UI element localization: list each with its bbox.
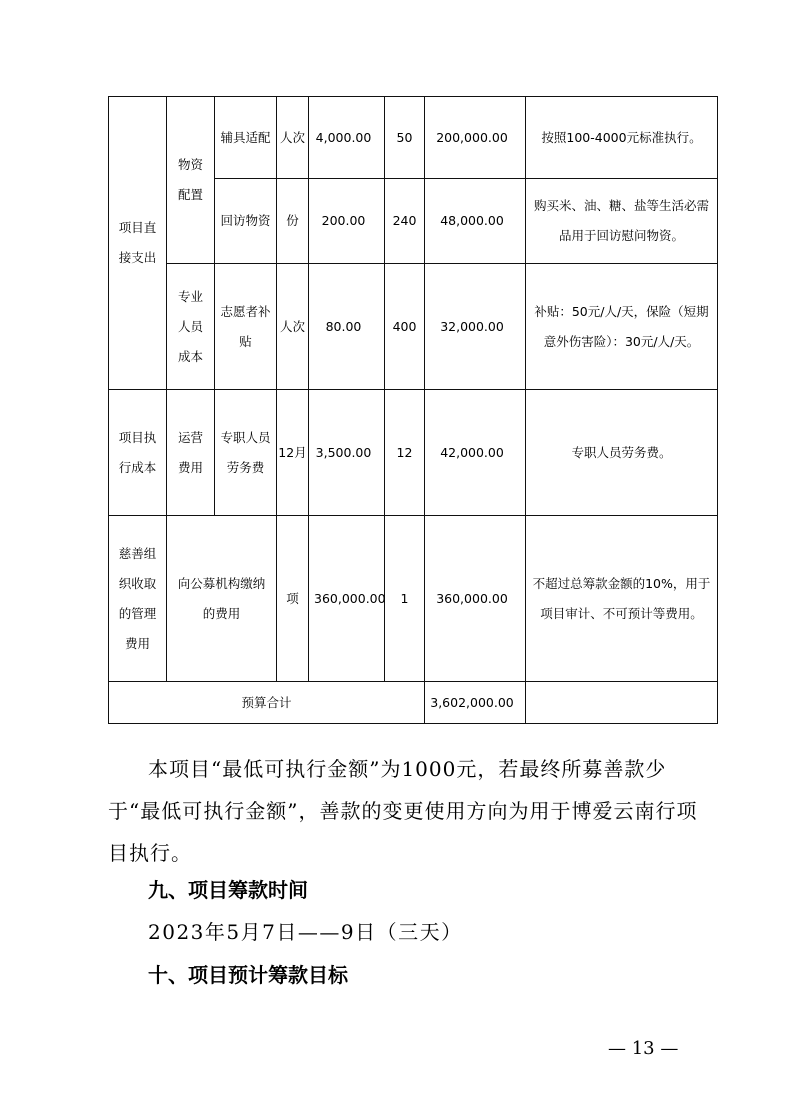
item-cell: 专职人员劳务费 xyxy=(215,390,277,516)
qty-cell: 1 xyxy=(385,516,425,682)
note-cell: 按照100-4000元标准执行。 xyxy=(526,97,718,179)
qty-cell: 400 xyxy=(385,264,425,390)
item-cell: 向公募机构缴纳的费用 xyxy=(167,516,277,682)
category-cell: 项目直接支出 xyxy=(109,97,167,390)
section-10-heading: 十、项目预计筹款目标 xyxy=(148,963,348,987)
price-cell: 360,000.00 xyxy=(309,516,385,682)
category-cell: 慈善组织收取的管理费用 xyxy=(109,516,167,682)
amount-cell: 200,000.00 xyxy=(425,97,526,179)
amount-cell: 360,000.00 xyxy=(425,516,526,682)
table-row xyxy=(109,97,718,179)
fundraising-dates: 2023年5月7日——9日（三天） xyxy=(148,920,463,944)
category-cell: 项目执行成本 xyxy=(109,390,167,516)
qty-cell: 240 xyxy=(385,179,425,264)
note-cell: 专职人员劳务费。 xyxy=(526,390,718,516)
price-cell: 80.00 xyxy=(309,264,385,390)
item-cell: 回访物资 xyxy=(215,179,277,264)
price-cell: 200.00 xyxy=(309,179,385,264)
unit-cell: 项 xyxy=(277,516,309,682)
qty-cell: 50 xyxy=(385,97,425,179)
table-row xyxy=(109,390,718,516)
unit-cell: 人次 xyxy=(277,97,309,179)
section-9-heading: 九、项目筹款时间 xyxy=(148,878,308,902)
amount-cell: 48,000.00 xyxy=(425,179,526,264)
page-number: — 13 — xyxy=(608,1038,679,1059)
subcategory-cell: 专业人员成本 xyxy=(167,264,215,390)
total-row xyxy=(109,682,718,724)
amount-cell: 42,000.00 xyxy=(425,390,526,516)
qty-cell: 12 xyxy=(385,390,425,516)
subcategory-cell: 运营费用 xyxy=(167,390,215,516)
unit-cell: 人次 xyxy=(277,264,309,390)
price-cell: 3,500.00 xyxy=(309,390,385,516)
table-row xyxy=(109,516,718,682)
table-row xyxy=(109,264,718,390)
total-label: 预算合计 xyxy=(109,682,425,724)
item-cell: 志愿者补贴 xyxy=(215,264,277,390)
note-cell: 补贴：50元/人/天，保险（短期意外伤害险）：30元/人/天。 xyxy=(526,264,718,390)
unit-cell: 份 xyxy=(277,179,309,264)
price-cell: 4,000.00 xyxy=(309,97,385,179)
total-amount: 3,602,000.00 xyxy=(425,682,526,724)
unit-cell: 12月 xyxy=(277,390,309,516)
note-cell: 购买米、油、糖、盐等生活必需品用于回访慰问物资。 xyxy=(526,179,718,264)
item-cell: 辅具适配 xyxy=(215,97,277,179)
minimum-amount-paragraph: 本项目“最低可执行金额”为1000元，若最终所募善款少于“最低可执行金额”，善款的变更使用方向为用于博爱云南行项目执行。 xyxy=(108,757,698,865)
budget-table xyxy=(108,96,718,724)
amount-cell: 32,000.00 xyxy=(425,264,526,390)
total-note-empty xyxy=(526,682,718,724)
note-cell: 不超过总筹款金额的10%，用于项目审计、不可预计等费用。 xyxy=(526,516,718,682)
subcategory-cell: 物资配置 xyxy=(167,97,215,264)
